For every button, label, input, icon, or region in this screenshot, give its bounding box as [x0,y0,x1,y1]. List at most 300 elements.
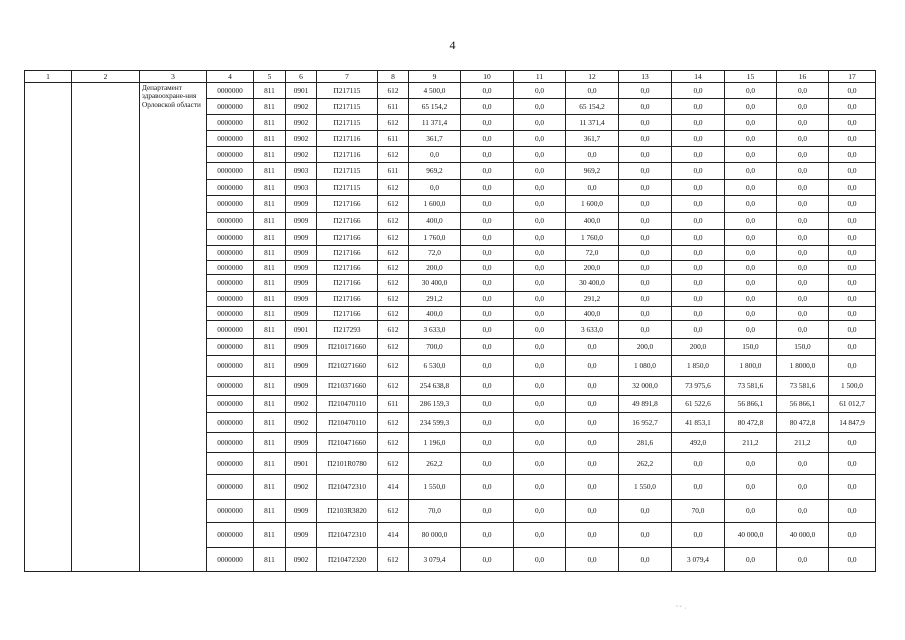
table-cell: П210371660 [317,377,378,396]
table-cell: 0,0 [829,433,876,453]
table-cell: 611 [378,396,409,413]
table-cell: 612 [378,261,409,275]
table-cell: 0,0 [777,246,829,261]
table-cell: 72,0 [566,246,619,261]
column-header-15: 15 [725,71,777,83]
table-cell: 1 600,0 [566,196,619,213]
table-cell: 0,0 [672,307,725,321]
table-cell: 0,0 [461,83,514,99]
table-cell: 0,0 [725,180,777,196]
table-cell: 612 [378,339,409,356]
header-row [25,71,876,83]
table-cell: 0,0 [777,147,829,163]
table-cell: 0,0 [566,339,619,356]
column-header-14: 14 [672,71,725,83]
table-cell: 0,0 [777,548,829,572]
table-cell: 3 079,4 [672,548,725,572]
table-cell: 0902 [286,131,317,147]
table-cell: 0,0 [461,321,514,339]
table-cell: 811 [254,377,286,396]
table-cell: 700,0 [409,339,461,356]
table-cell: 0,0 [829,180,876,196]
table-cell: 0,0 [461,433,514,453]
table-cell: 1 850,0 [672,356,725,377]
table-cell: 811 [254,131,286,147]
table-cell: 0,0 [566,180,619,196]
column-header-7: 7 [317,71,378,83]
table-cell: 200,0 [409,261,461,275]
table-cell: 32 000,0 [619,377,672,396]
table-cell: 14 847,9 [829,413,876,433]
table-cell: П217115 [317,180,378,196]
table-cell: 0,0 [725,99,777,115]
table-cell: 0,0 [777,230,829,246]
table-cell: 0901 [286,83,317,99]
table-cell: 811 [254,307,286,321]
column-header-4: 4 [207,71,254,83]
table-cell: 612 [378,246,409,261]
table-cell: 0,0 [829,99,876,115]
table-cell: 0,0 [514,261,566,275]
table-cell: 0,0 [725,292,777,307]
table-cell: 0,0 [725,548,777,572]
table-cell: 0,0 [461,396,514,413]
table-cell: 0,0 [725,115,777,131]
table-cell: 6 530,0 [409,356,461,377]
table-cell: 0,0 [672,261,725,275]
table-cell: 0,0 [619,230,672,246]
table-cell: 0000000 [207,131,254,147]
table-cell: 0,0 [829,275,876,292]
table-cell: 0902 [286,396,317,413]
table-cell: 1 500,0 [829,377,876,396]
table-cell: 262,2 [619,453,672,475]
table-cell: 0,0 [619,321,672,339]
table-cell: 61 522,6 [672,396,725,413]
table-cell: 0,0 [566,475,619,500]
table-cell: 1 080,0 [619,356,672,377]
table-cell: П217166 [317,196,378,213]
table-cell: 0,0 [514,307,566,321]
table-cell: 0000000 [207,213,254,230]
table-cell: 0,0 [619,196,672,213]
column-header-12: 12 [566,71,619,83]
column-header-8: 8 [378,71,409,83]
table-cell: 0,0 [777,180,829,196]
table-cell: 1 8000,0 [777,356,829,377]
table-cell: 0,0 [829,339,876,356]
table-cell: П210472310 [317,523,378,548]
table-cell: 0,0 [514,433,566,453]
table-cell: 0,0 [672,83,725,99]
table-cell: 0,0 [514,131,566,147]
table-cell: 0000000 [207,180,254,196]
table-cell: 0,0 [566,396,619,413]
table-cell: 0,0 [672,213,725,230]
column-header-17: 17 [829,71,876,83]
table-cell: 0,0 [514,246,566,261]
table-cell: 0,0 [514,396,566,413]
table-cell: 0000000 [207,230,254,246]
table-cell: 1 550,0 [619,475,672,500]
table-cell: П217115 [317,163,378,180]
table-cell: 200,0 [619,339,672,356]
table-cell: 969,2 [409,163,461,180]
table-cell: 234 599,3 [409,413,461,433]
table-cell: 811 [254,321,286,339]
table-cell: 0,0 [514,453,566,475]
table-cell: 0,0 [829,292,876,307]
table-cell: 0,0 [672,453,725,475]
table-cell: 361,7 [409,131,461,147]
table-cell: 0,0 [514,230,566,246]
table-cell: 0,0 [619,115,672,131]
table-cell: 612 [378,548,409,572]
table-cell: П217166 [317,213,378,230]
table-cell: 811 [254,230,286,246]
table-cell: П2101R0780 [317,453,378,475]
column-header-11: 11 [514,71,566,83]
table-cell: 612 [378,180,409,196]
table-cell: П210470110 [317,396,378,413]
column-header-16: 16 [777,71,829,83]
table-cell: 0,0 [461,261,514,275]
table-cell: 0,0 [514,339,566,356]
table-cell: 612 [378,500,409,523]
table-cell: 0,0 [566,433,619,453]
table-cell: 40 000,0 [777,523,829,548]
table-cell: 0,0 [514,292,566,307]
table-cell: 612 [378,213,409,230]
table-cell: 0,0 [566,548,619,572]
table-cell: 0,0 [725,131,777,147]
table-cell: 811 [254,147,286,163]
table-cell: 11 371,4 [566,115,619,131]
table-cell: 811 [254,523,286,548]
table-cell: П217166 [317,246,378,261]
table-cell: 0,0 [725,307,777,321]
table-cell: П210472310 [317,475,378,500]
table-row [25,83,876,99]
table-cell: 0,0 [461,523,514,548]
table-cell: 0902 [286,99,317,115]
table-cell: 612 [378,292,409,307]
table-cell: 0,0 [409,147,461,163]
table-cell: 0,0 [777,196,829,213]
table-cell: 150,0 [725,339,777,356]
table-cell: 4 500,0 [409,83,461,99]
cell-col-2 [72,83,140,572]
table-cell: 811 [254,261,286,275]
table-cell: 150,0 [777,339,829,356]
table-cell: 0,0 [829,261,876,275]
table-cell: 73 975,6 [672,377,725,396]
table-cell: 0,0 [777,292,829,307]
table-cell: 11 371,4 [409,115,461,131]
table-cell: 0000000 [207,500,254,523]
table-cell: 0,0 [566,83,619,99]
table-cell: 612 [378,433,409,453]
table-cell: 811 [254,339,286,356]
table-cell: 56 866,1 [777,396,829,413]
table-cell: 0909 [286,377,317,396]
table-cell: П210171660 [317,339,378,356]
budget-table [24,70,876,572]
table-cell: 0,0 [514,83,566,99]
table-cell: 0,0 [461,377,514,396]
table-cell: 0000000 [207,261,254,275]
table-cell: 811 [254,548,286,572]
table-cell: 0,0 [514,213,566,230]
table-cell: 0,0 [672,180,725,196]
table-cell: 0,0 [514,99,566,115]
table-cell: 0,0 [672,115,725,131]
table-cell: 0,0 [672,292,725,307]
table-cell: 612 [378,147,409,163]
table-cell: 612 [378,453,409,475]
table-cell: П217166 [317,261,378,275]
table-cell: 0,0 [461,475,514,500]
table-cell: 0,0 [514,147,566,163]
table-cell: 0,0 [619,83,672,99]
table-cell: 70,0 [409,500,461,523]
table-cell: 0,0 [829,115,876,131]
table-cell: 400,0 [566,213,619,230]
table-cell: 262,2 [409,453,461,475]
table-cell: 1 760,0 [566,230,619,246]
table-cell: 0,0 [566,377,619,396]
table-cell: 612 [378,356,409,377]
table-cell: П217166 [317,230,378,246]
table-cell: 811 [254,292,286,307]
table-cell: 0,0 [461,292,514,307]
table-cell: 80 472,8 [725,413,777,433]
table-cell: 612 [378,196,409,213]
table-cell: 0,0 [619,292,672,307]
table-cell: 612 [378,377,409,396]
table-cell: 0,0 [829,321,876,339]
table-cell: 3 633,0 [409,321,461,339]
table-cell: 0,0 [514,163,566,180]
table-cell: 0000000 [207,83,254,99]
table-cell: 0,0 [829,163,876,180]
table-cell: П217166 [317,275,378,292]
table-cell: 0909 [286,275,317,292]
table-cell: 0,0 [566,523,619,548]
table-cell: 0000000 [207,523,254,548]
table-cell: 0,0 [829,475,876,500]
column-header-9: 9 [409,71,461,83]
column-header-3: 3 [140,71,207,83]
table-cell: 0000000 [207,321,254,339]
table-cell: 61 012,7 [829,396,876,413]
table-cell: 291,2 [409,292,461,307]
table-cell: 291,2 [566,292,619,307]
table-cell: 1 800,0 [725,356,777,377]
table-cell: 30 400,0 [409,275,461,292]
column-header-6: 6 [286,71,317,83]
table-cell: 492,0 [672,433,725,453]
table-cell: 0,0 [829,147,876,163]
table-cell: 80 000,0 [409,523,461,548]
table-cell: 0,0 [725,83,777,99]
table-cell: 611 [378,163,409,180]
table-cell: 0,0 [514,475,566,500]
table-cell: 0,0 [461,213,514,230]
table-cell: 286 159,3 [409,396,461,413]
table-cell: 0,0 [619,213,672,230]
table-cell: 0,0 [725,230,777,246]
table-cell: 0,0 [409,180,461,196]
table-cell: 0000000 [207,115,254,131]
table-cell: П217166 [317,292,378,307]
table-cell: 0,0 [725,163,777,180]
table-cell: 0909 [286,339,317,356]
table-cell: 0,0 [461,115,514,131]
table-cell: 414 [378,523,409,548]
table-cell: 0000000 [207,377,254,396]
table-cell: 0,0 [829,246,876,261]
table-cell: 0,0 [619,500,672,523]
table-cell: 0,0 [619,548,672,572]
table-cell: 0,0 [777,500,829,523]
table-cell: 0,0 [829,356,876,377]
table-cell: 0902 [286,147,317,163]
table-cell: П217115 [317,83,378,99]
table-cell: 0,0 [777,261,829,275]
table-cell: 0,0 [619,99,672,115]
table-cell: 0,0 [566,500,619,523]
table-cell: 0000000 [207,275,254,292]
table-cell: 811 [254,396,286,413]
table-cell: 0,0 [461,99,514,115]
table-cell: 0,0 [777,99,829,115]
column-header-5: 5 [254,71,286,83]
column-header-13: 13 [619,71,672,83]
table-cell: 811 [254,99,286,115]
table-cell: 414 [378,475,409,500]
table-cell: 254 638,8 [409,377,461,396]
table-cell: 811 [254,475,286,500]
table-cell: 0,0 [777,453,829,475]
table-cell: 0,0 [461,453,514,475]
table-cell: 0,0 [672,275,725,292]
table-cell: 0909 [286,196,317,213]
table-cell: 0,0 [514,321,566,339]
table-cell: 40 000,0 [725,523,777,548]
table-cell: 72,0 [409,246,461,261]
table-cell: 0,0 [725,196,777,213]
table-cell: 211,2 [725,433,777,453]
table-cell: 612 [378,321,409,339]
table-cell: 0,0 [619,147,672,163]
table-cell: 73 581,6 [725,377,777,396]
table-cell: 0909 [286,292,317,307]
table-cell: 0,0 [619,131,672,147]
table-cell: 211,2 [777,433,829,453]
table-cell: 0909 [286,261,317,275]
table-cell: 80 472,8 [777,413,829,433]
table-cell: 41 853,1 [672,413,725,433]
table-cell: 0,0 [461,339,514,356]
table-cell: 611 [378,99,409,115]
table-cell: 0,0 [619,307,672,321]
table-cell: 0901 [286,321,317,339]
table-cell: 0,0 [777,163,829,180]
table-cell: 0,0 [461,275,514,292]
table-cell: 612 [378,230,409,246]
table-cell: 0,0 [829,307,876,321]
table-cell: 0000000 [207,147,254,163]
table-cell: 0000000 [207,99,254,115]
table-cell: 0902 [286,548,317,572]
table-cell: П210470110 [317,413,378,433]
table-cell: 0,0 [619,523,672,548]
table-cell: 0,0 [514,377,566,396]
table-cell: 30 400,0 [566,275,619,292]
table-cell: 0,0 [672,523,725,548]
table-cell: 0,0 [619,163,672,180]
table-cell: 0,0 [777,213,829,230]
table-cell: П217293 [317,321,378,339]
table-cell: 811 [254,246,286,261]
table-cell: 0909 [286,433,317,453]
column-header-1: 1 [25,71,72,83]
table-cell: 0,0 [777,321,829,339]
table-cell: 811 [254,180,286,196]
table-cell: 811 [254,275,286,292]
table-cell: 0000000 [207,413,254,433]
table-cell: 0,0 [514,523,566,548]
table-cell: 200,0 [566,261,619,275]
table-cell: 0,0 [461,147,514,163]
table-cell: 281,6 [619,433,672,453]
table-cell: 0,0 [829,131,876,147]
table-cell: 0,0 [619,246,672,261]
table-cell: 0,0 [829,523,876,548]
table-cell: 0,0 [461,180,514,196]
table-cell: 0000000 [207,307,254,321]
table-cell: 56 866,1 [725,396,777,413]
table-cell: 400,0 [566,307,619,321]
table-cell: 611 [378,131,409,147]
table-cell: 0902 [286,475,317,500]
table-cell: 1 550,0 [409,475,461,500]
table-cell: 0,0 [619,261,672,275]
table-cell: 0,0 [514,356,566,377]
table-cell: 811 [254,115,286,131]
table-cell: 612 [378,413,409,433]
table-cell: 0,0 [725,453,777,475]
table-cell: 0909 [286,213,317,230]
table-cell: 0000000 [207,163,254,180]
table-cell: 0000000 [207,453,254,475]
table-cell: 0,0 [725,147,777,163]
table-cell: 0902 [286,115,317,131]
table-cell: 0,0 [566,356,619,377]
table-cell: 0,0 [777,275,829,292]
table-cell: 0,0 [829,500,876,523]
table-cell: 0,0 [672,475,725,500]
table-cell: 0,0 [514,548,566,572]
table-cell: 0,0 [514,413,566,433]
table-cell: 0,0 [566,147,619,163]
table-cell: 0909 [286,307,317,321]
table-cell: 0,0 [461,163,514,180]
page-number: 4 [449,38,456,52]
table-cell: 0,0 [777,131,829,147]
cell-col-1 [25,83,72,572]
